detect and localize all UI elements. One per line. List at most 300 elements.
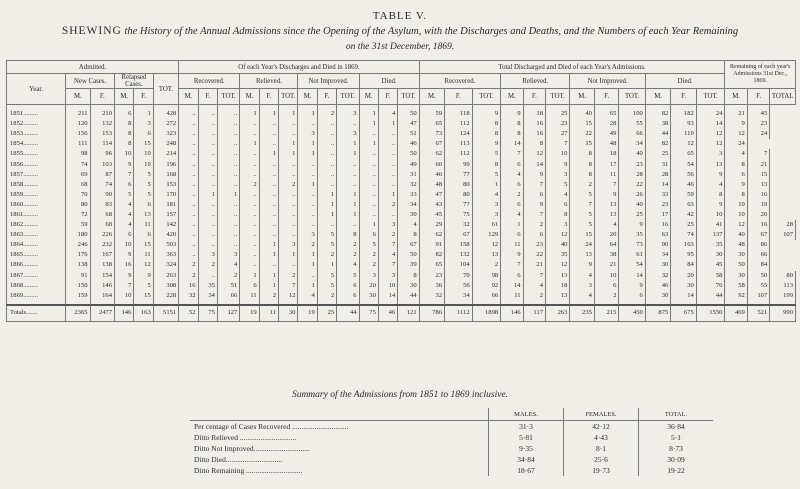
row-year: 1856......... bbox=[7, 159, 66, 169]
totals-cell: 75 bbox=[198, 305, 217, 322]
table-cell: 74 bbox=[90, 180, 114, 190]
table-cell: 2 bbox=[378, 200, 397, 210]
table-cell: 49 bbox=[398, 159, 419, 169]
table-cell: 170 bbox=[153, 190, 178, 200]
table-cell: 6 bbox=[240, 281, 259, 291]
table-cell: 156 bbox=[66, 129, 90, 139]
table-cell: 7 bbox=[523, 180, 545, 190]
table-cell: .. bbox=[259, 220, 278, 230]
table-cell: .. bbox=[240, 240, 259, 250]
table-cell: 16 bbox=[523, 129, 545, 139]
table-cell: 8 bbox=[725, 190, 747, 200]
table-cell: 129 bbox=[472, 230, 501, 240]
table-cell: 1 bbox=[359, 220, 378, 230]
header-year: Year. bbox=[7, 74, 66, 105]
table-cell: 54 bbox=[619, 260, 645, 270]
table-cell: 168 bbox=[153, 170, 178, 180]
table-cell: 95 bbox=[671, 250, 696, 260]
table-cell: 113 bbox=[445, 139, 473, 149]
table-cell: 29 bbox=[419, 220, 444, 230]
table-cell: 1 bbox=[259, 281, 278, 291]
table-cell: 60 bbox=[419, 159, 444, 169]
table-row bbox=[7, 180, 796, 190]
table-cell: 6 bbox=[619, 291, 645, 301]
table-cell: .. bbox=[179, 230, 198, 240]
table-row bbox=[7, 220, 796, 230]
table-cell: 21 bbox=[747, 159, 769, 169]
table-cell: 22 bbox=[523, 250, 545, 260]
table-cell: 44 bbox=[696, 291, 725, 301]
table-cell: 107 bbox=[770, 230, 796, 240]
row-year: 1869......... bbox=[7, 291, 66, 301]
table-cell: 74 bbox=[66, 159, 90, 169]
table-cell: 50 bbox=[725, 260, 747, 270]
table-cell: .. bbox=[240, 260, 259, 270]
table-cell: 5 bbox=[570, 210, 594, 220]
table-cell: 91 bbox=[66, 271, 90, 281]
table-cell: .. bbox=[378, 180, 397, 190]
totals-cell: 117 bbox=[523, 305, 545, 322]
table-cell: 159 bbox=[66, 291, 90, 301]
table-cell: 11 bbox=[594, 170, 618, 180]
table-cell: .. bbox=[217, 210, 239, 220]
sub-f: F. bbox=[445, 89, 473, 105]
table-cell: 226 bbox=[90, 230, 114, 240]
table-cell: 8 bbox=[696, 190, 725, 200]
table-cell: 49 bbox=[594, 129, 618, 139]
table-cell: 3 bbox=[198, 250, 217, 260]
row-year: 1855......... bbox=[7, 149, 66, 159]
table-cell: 4 bbox=[696, 180, 725, 190]
table-cell: 74 bbox=[671, 230, 696, 240]
table-cell: 1 bbox=[279, 105, 298, 120]
table-cell: 82 bbox=[419, 250, 444, 260]
table-cell: 58 bbox=[725, 281, 747, 291]
table-cell: .. bbox=[259, 139, 278, 149]
table-cell: 3 bbox=[546, 170, 570, 180]
table-cell: 24 bbox=[725, 139, 747, 149]
table-cell: 100 bbox=[619, 105, 645, 120]
table-cell: 32 bbox=[419, 291, 444, 301]
table-cell: 23 bbox=[645, 200, 670, 210]
table-cell: 3 bbox=[378, 271, 397, 281]
table-cell: 44 bbox=[398, 291, 419, 301]
table-cell: 6 bbox=[523, 190, 545, 200]
table-cell: 196 bbox=[153, 159, 178, 169]
table-cell: 3 bbox=[472, 200, 501, 210]
table-cell: 1 bbox=[298, 149, 317, 159]
table-cell: 3 bbox=[298, 230, 317, 240]
table-cell: 99 bbox=[445, 159, 473, 169]
table-cell: 22 bbox=[570, 129, 594, 139]
table-cell: 45 bbox=[747, 105, 769, 120]
table-cell: 7 bbox=[594, 180, 618, 190]
table-cell: 15 bbox=[570, 139, 594, 149]
table-cell: .. bbox=[240, 170, 259, 180]
table-cell: .. bbox=[359, 159, 378, 169]
table-cell: 35 bbox=[198, 281, 217, 291]
table-cell: 15 bbox=[134, 139, 153, 149]
table-cell: 9 bbox=[115, 271, 134, 281]
table-cell: 246 bbox=[66, 240, 90, 250]
table-cell: 31 bbox=[398, 170, 419, 180]
sub-f: F. bbox=[198, 89, 217, 105]
table-cell: .. bbox=[337, 220, 359, 230]
table-cell: 6 bbox=[115, 230, 134, 240]
table-cell: 46 bbox=[398, 139, 419, 149]
table-cell: 8 bbox=[501, 119, 523, 129]
table-cell: .. bbox=[317, 129, 336, 139]
table-cell: .. bbox=[298, 119, 317, 129]
table-cell: 199 bbox=[770, 291, 796, 301]
table-cell: 5 bbox=[546, 180, 570, 190]
table-row bbox=[7, 230, 796, 240]
summary-total: 19·22 bbox=[639, 465, 714, 476]
table-cell: 6 bbox=[134, 129, 153, 139]
header-total-not-improved: Not Improved. bbox=[570, 74, 645, 89]
table-cell: 58 bbox=[696, 271, 725, 281]
table-cell: 98 bbox=[66, 149, 90, 159]
table-cell: 7 bbox=[546, 139, 570, 149]
totals-cell: 469 bbox=[725, 305, 747, 322]
table-cell: 25 bbox=[671, 220, 696, 230]
table-cell: 1 bbox=[240, 105, 259, 120]
totals-cell: 30 bbox=[279, 305, 298, 322]
table-cell: 18 bbox=[546, 281, 570, 291]
table-cell: 23 bbox=[546, 119, 570, 129]
table-cell: 10 bbox=[725, 200, 747, 210]
table-cell: 65 bbox=[419, 260, 444, 270]
sub-tot: TOT. bbox=[696, 89, 725, 105]
summary-total: 36·84 bbox=[639, 421, 714, 433]
sub-m: M. bbox=[298, 89, 317, 105]
table-cell: .. bbox=[217, 230, 239, 240]
table-cell: 40 bbox=[619, 200, 645, 210]
table-cell: 111 bbox=[66, 139, 90, 149]
table-cell: 40 bbox=[619, 149, 645, 159]
row-year: 1864......... bbox=[7, 240, 66, 250]
table-cell: 1 bbox=[298, 105, 317, 120]
table-cell: 46 bbox=[645, 281, 670, 291]
table-cell: .. bbox=[240, 129, 259, 139]
table-cell: 67 bbox=[419, 139, 444, 149]
table-cell: 2 bbox=[179, 260, 198, 270]
table-cell: 18 bbox=[594, 149, 618, 159]
table-cell: 8 bbox=[523, 139, 545, 149]
table-cell: 30 bbox=[398, 210, 419, 220]
sub-m: M. bbox=[66, 89, 90, 105]
table-cell: 38 bbox=[594, 250, 618, 260]
table-cell: 11 bbox=[501, 240, 523, 250]
table-cell: 1 bbox=[378, 119, 397, 129]
summary-header-total: TOTAL. bbox=[639, 408, 714, 421]
table-cell: 1 bbox=[279, 139, 298, 149]
table-cell: 25 bbox=[546, 105, 570, 120]
table-cell: .. bbox=[217, 129, 239, 139]
table-cell: 8 bbox=[115, 119, 134, 129]
table-cell: 8 bbox=[570, 149, 594, 159]
summary-total: 30·09 bbox=[639, 454, 714, 465]
table-cell: 66 bbox=[747, 250, 769, 260]
table-cell: .. bbox=[298, 170, 317, 180]
table-row bbox=[7, 210, 796, 220]
table-cell: 2 bbox=[337, 240, 359, 250]
totals-cell: 11 bbox=[259, 305, 278, 322]
table-cell: 10 bbox=[696, 210, 725, 220]
table-cell: 3 bbox=[546, 220, 570, 230]
table-cell: 2 bbox=[337, 250, 359, 260]
table-cell: 34 bbox=[619, 139, 645, 149]
table-cell: 3 bbox=[472, 210, 501, 220]
header-not-improved: Not Improved. bbox=[298, 74, 359, 89]
table-cell: 1 bbox=[378, 190, 397, 200]
sub-m: M. bbox=[645, 89, 670, 105]
table-cell: 5 bbox=[317, 240, 336, 250]
table-cell: 181 bbox=[153, 200, 178, 210]
table-cell: .. bbox=[198, 240, 217, 250]
table-cell: .. bbox=[259, 260, 278, 270]
sub-f: F. bbox=[747, 89, 769, 105]
table-cell: .. bbox=[179, 159, 198, 169]
table-cell: .. bbox=[217, 105, 239, 120]
table-cell: 86 bbox=[747, 240, 769, 250]
table-cell: 20 bbox=[594, 230, 618, 240]
sub-f: F. bbox=[90, 89, 114, 105]
table-cell: 43 bbox=[419, 200, 444, 210]
table-cell: 2 bbox=[359, 260, 378, 270]
table-cell: 110 bbox=[671, 129, 696, 139]
table-cell: 22 bbox=[619, 180, 645, 190]
totals-cell: 521 bbox=[747, 305, 769, 322]
table-cell: 5 bbox=[134, 281, 153, 291]
table-cell: .. bbox=[378, 149, 397, 159]
table-cell: 82 bbox=[645, 139, 670, 149]
table-cell: 1 bbox=[279, 149, 298, 159]
table-cell: 13 bbox=[594, 210, 618, 220]
table-cell: 1 bbox=[259, 149, 278, 159]
table-cell: 34 bbox=[398, 200, 419, 210]
table-cell: 1 bbox=[298, 180, 317, 190]
table-cell: .. bbox=[198, 170, 217, 180]
table-cell: 19 bbox=[747, 200, 769, 210]
table-cell: 15 bbox=[747, 170, 769, 180]
summary-title: Summary of the Admissions from 1851 to 1869 inclusive. bbox=[291, 390, 509, 400]
table-cell: 90 bbox=[90, 190, 114, 200]
table-cell: 8 bbox=[337, 230, 359, 240]
row-year: 1861......... bbox=[7, 210, 66, 220]
table-cell: .. bbox=[378, 170, 397, 180]
table-cell: 45 bbox=[696, 260, 725, 270]
table-cell: 8 bbox=[472, 119, 501, 129]
table-cell: .. bbox=[298, 190, 317, 200]
table-cell: 9 bbox=[523, 200, 545, 210]
table-cell: 5 bbox=[570, 220, 594, 230]
table-cell: 9 bbox=[725, 119, 747, 129]
table-cell: 4 bbox=[725, 149, 747, 159]
table-cell: 428 bbox=[153, 105, 178, 120]
table-cell: .. bbox=[378, 129, 397, 139]
table-cell: .. bbox=[217, 240, 239, 250]
table-cell: 56 bbox=[671, 170, 696, 180]
table-cell: 5 bbox=[134, 180, 153, 190]
table-cell: .. bbox=[259, 170, 278, 180]
table-row bbox=[7, 250, 796, 260]
table-cell: 8 bbox=[115, 129, 134, 139]
table-cell: 48 bbox=[594, 139, 618, 149]
table-cell: 2 bbox=[317, 250, 336, 260]
sub-total: TOTAL bbox=[770, 89, 796, 105]
table-cell: 76 bbox=[696, 281, 725, 291]
header-relapsed: Relapsed Cases. bbox=[115, 74, 154, 89]
table-cell: 4 bbox=[115, 220, 134, 230]
table-cell: 73 bbox=[419, 129, 444, 139]
table-cell: .. bbox=[240, 200, 259, 210]
totals-cell: 263 bbox=[546, 305, 570, 322]
table-cell: 16 bbox=[523, 119, 545, 129]
row-year: 1868......... bbox=[7, 281, 66, 291]
table-cell: 10 bbox=[725, 210, 747, 220]
table-cell: 6 bbox=[501, 159, 523, 169]
table-cell: 142 bbox=[153, 220, 178, 230]
table-cell: 59 bbox=[671, 190, 696, 200]
table-cell: 26 bbox=[619, 190, 645, 200]
table-cell: 6 bbox=[134, 200, 153, 210]
table-cell: 4 bbox=[337, 260, 359, 270]
table-cell: 107 bbox=[747, 291, 769, 301]
table-cell: 13 bbox=[546, 291, 570, 301]
table-cell: 25 bbox=[619, 210, 645, 220]
table-cell: 12 bbox=[134, 260, 153, 270]
table-cell: 4 bbox=[217, 260, 239, 270]
table-cell: 1 bbox=[298, 250, 317, 260]
table-cell: .. bbox=[240, 190, 259, 200]
table-cell: 34 bbox=[445, 291, 473, 301]
table-cell: 1 bbox=[337, 190, 359, 200]
table-cell: 45 bbox=[419, 210, 444, 220]
table-cell: 3 bbox=[134, 119, 153, 129]
table-cell: 17 bbox=[594, 159, 618, 169]
totals-cell: 1550 bbox=[696, 305, 725, 322]
table-cell: 90 bbox=[645, 240, 670, 250]
table-cell: .. bbox=[179, 170, 198, 180]
table-cell: 35 bbox=[619, 230, 645, 240]
table-cell: 30 bbox=[725, 271, 747, 281]
summary-label: Ditto Not Improved.............................. bbox=[194, 444, 310, 453]
table-cell: 1 bbox=[298, 139, 317, 149]
table-cell: 1 bbox=[337, 200, 359, 210]
table-cell: .. bbox=[378, 139, 397, 149]
table-cell: 13 bbox=[546, 271, 570, 281]
summary-females: 25·6 bbox=[564, 454, 639, 465]
table-cell: 2 bbox=[259, 291, 278, 301]
table-cell: 1 bbox=[337, 210, 359, 220]
row-year: 1852......... bbox=[7, 119, 66, 129]
table-cell: 4 bbox=[115, 200, 134, 210]
table-cell: 75 bbox=[445, 210, 473, 220]
table-cell: 46 bbox=[419, 170, 444, 180]
summary-row bbox=[190, 454, 713, 465]
table-cell: 1 bbox=[359, 105, 378, 120]
table-cell: 33 bbox=[398, 190, 419, 200]
table-cell: 1 bbox=[279, 250, 298, 260]
table-cell: 2 bbox=[240, 180, 259, 190]
table-cell: 1 bbox=[240, 271, 259, 281]
table-cell: 2 bbox=[179, 271, 198, 281]
table-cell: 77 bbox=[445, 200, 473, 210]
table-cell: 6 bbox=[523, 230, 545, 240]
table-cell: .. bbox=[217, 200, 239, 210]
table-row bbox=[7, 105, 796, 120]
table-cell: 35 bbox=[696, 240, 725, 250]
table-cell: 35 bbox=[546, 250, 570, 260]
totals-cell: 146 bbox=[115, 305, 134, 322]
totals-cell: 786 bbox=[419, 305, 444, 322]
table-cell: 138 bbox=[66, 260, 90, 270]
table-cell: 6 bbox=[546, 200, 570, 210]
table-cell: 1 bbox=[501, 220, 523, 230]
table-cell: 7 bbox=[747, 149, 769, 159]
table-row bbox=[7, 129, 796, 139]
table-cell: 9 bbox=[115, 250, 134, 260]
table-cell: 180 bbox=[66, 230, 90, 240]
table-cell: 33 bbox=[645, 190, 670, 200]
table-cell: 2 bbox=[523, 291, 545, 301]
table-cell: 1 bbox=[259, 105, 278, 120]
sub-m: M. bbox=[115, 89, 134, 105]
table-subtitle: on the 31st December, 1869. bbox=[345, 42, 455, 52]
table-cell: 8 bbox=[115, 139, 134, 149]
sub-tot: TOT. bbox=[546, 89, 570, 105]
totals-cell: 44 bbox=[337, 305, 359, 322]
table-cell: 9 bbox=[619, 281, 645, 291]
table-cell: 1 bbox=[198, 190, 217, 200]
table-cell: 3 bbox=[570, 281, 594, 291]
summary-body bbox=[190, 421, 713, 477]
table-cell: 44 bbox=[645, 129, 670, 139]
table-cell: .. bbox=[198, 200, 217, 210]
table-cell: 6 bbox=[359, 230, 378, 240]
sub-tot: TOT. bbox=[472, 89, 501, 105]
table-cell: 51 bbox=[398, 129, 419, 139]
summary-females: 8·1 bbox=[564, 443, 639, 454]
table-cell: 20 bbox=[747, 210, 769, 220]
table-cell: .. bbox=[317, 149, 336, 159]
header-total-died: Died. bbox=[645, 74, 725, 89]
summary-total: 8·73 bbox=[639, 443, 714, 454]
row-year: 1862......... bbox=[7, 220, 66, 230]
totals-row bbox=[7, 305, 796, 322]
table-cell: 210 bbox=[90, 105, 114, 120]
table-cell: 5 bbox=[570, 190, 594, 200]
table-cell: .. bbox=[240, 250, 259, 260]
table-cell: .. bbox=[359, 149, 378, 159]
sub-tot: TOT. bbox=[337, 89, 359, 105]
table-cell: 24 bbox=[747, 129, 769, 139]
table-cell: 1 bbox=[259, 240, 278, 250]
table-cell: 137 bbox=[696, 230, 725, 240]
table-cell: .. bbox=[317, 139, 336, 149]
table-cell: 1 bbox=[359, 139, 378, 149]
table-cell: .. bbox=[217, 220, 239, 230]
header-tot: TOT. bbox=[153, 74, 178, 105]
table-cell: 30 bbox=[645, 260, 670, 270]
table-cell: .. bbox=[298, 210, 317, 220]
table-cell: 3 bbox=[217, 250, 239, 260]
summary-row bbox=[190, 465, 713, 476]
table-cell: .. bbox=[198, 220, 217, 230]
totals-cell: 19 bbox=[298, 305, 317, 322]
table-cell: 4 bbox=[523, 281, 545, 291]
